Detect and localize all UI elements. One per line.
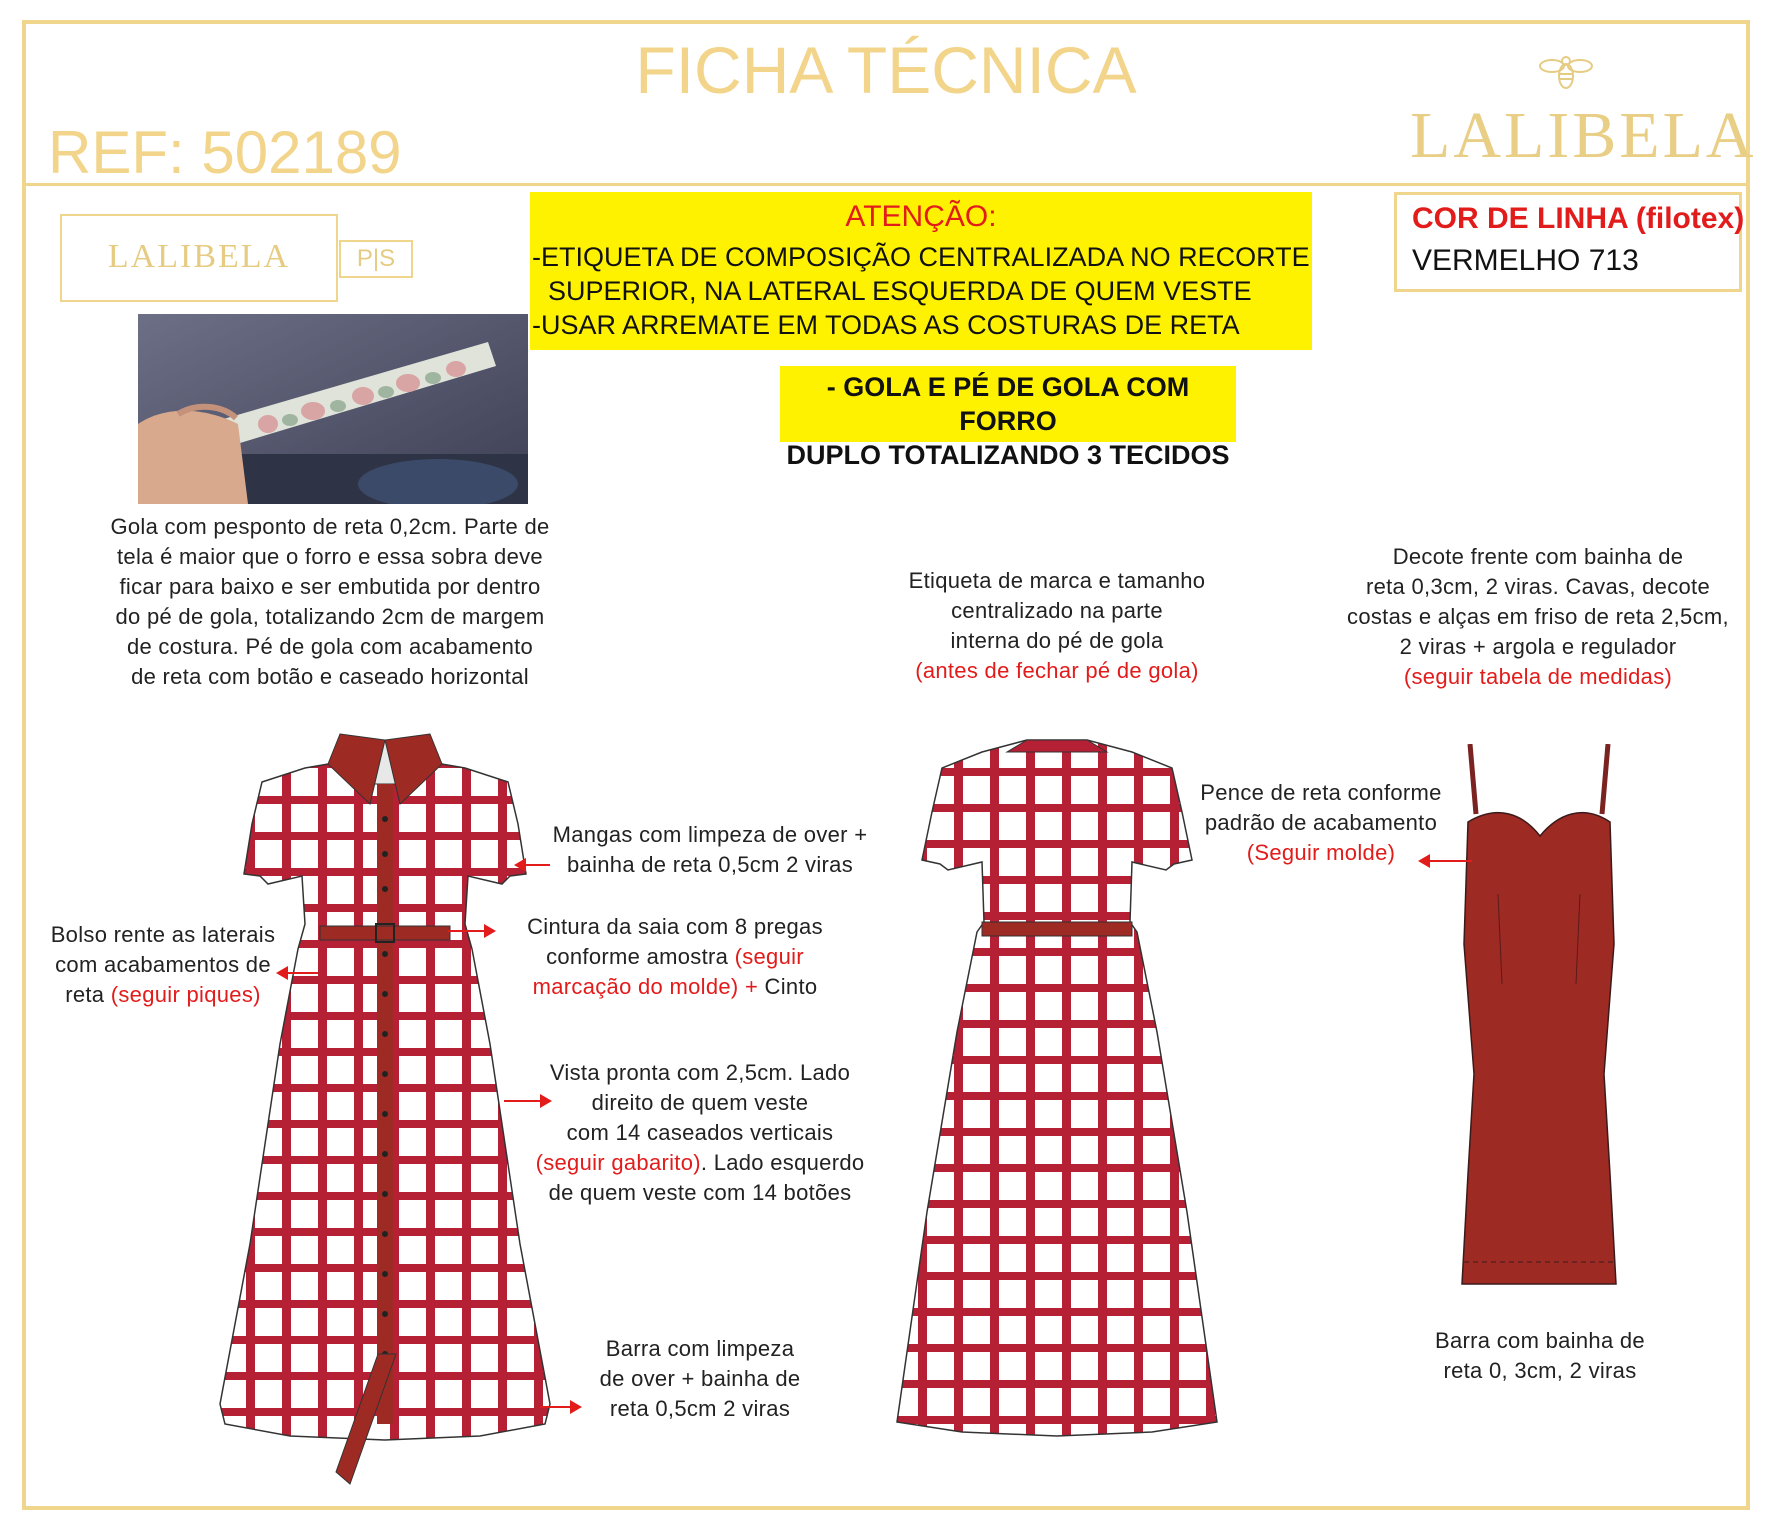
note-line-red: (antes de fechar pé de gola) xyxy=(915,658,1199,683)
note-line: Mangas com limpeza de over + xyxy=(552,822,868,847)
note-line: reta 0,3cm, 2 viras. Cavas, decote xyxy=(1365,574,1710,599)
collar-warning-line: - GOLA E PÉ DE GOLA COM FORRO xyxy=(826,372,1190,436)
note-segment: conforme amostra xyxy=(546,944,735,969)
note-line-red: (seguir tabela de medidas) xyxy=(1403,664,1673,689)
neckline-note xyxy=(1318,542,1758,692)
note-line: Barra com limpeza xyxy=(605,1336,795,1361)
waist-note xyxy=(500,912,850,1002)
brand-logo: LALIBELA xyxy=(1410,99,1757,172)
note-line: centralizado na parte xyxy=(951,598,1163,623)
note-line: bainha de reta 0,5cm 2 viras xyxy=(567,852,853,877)
note-segment-red: (seguir xyxy=(734,944,804,969)
attention-line: -USAR ARREMATE EM TODAS AS COSTURAS DE RETA xyxy=(532,310,1240,340)
placket-note xyxy=(510,1058,890,1208)
thread-color-title: COR DE LINHA (filotex) xyxy=(1412,202,1745,235)
note-segment: reta xyxy=(65,982,111,1007)
note-line: direito de quem veste xyxy=(591,1090,809,1115)
note-line: Vista pronta com 2,5cm. Lado xyxy=(549,1060,851,1085)
note-line: 2 viras + argola e regulador xyxy=(1399,634,1677,659)
note-line: ficar para baixo e ser embutida por dentro xyxy=(119,574,541,599)
dart-note xyxy=(1176,778,1466,868)
note-line: padrão de acabamento xyxy=(1204,810,1438,835)
reference-number: REF: 502189 xyxy=(48,119,402,186)
label-note xyxy=(862,566,1252,686)
note-line: Decote frente com bainha de xyxy=(1392,544,1684,569)
note-line: costas e alças em friso de reta 2,5cm, xyxy=(1347,604,1729,629)
note-line: Pence de reta conforme xyxy=(1200,780,1442,805)
attention-title: ATENÇÃO: xyxy=(845,200,997,233)
label-brand-text: LALIBELA xyxy=(107,238,291,275)
note-line xyxy=(500,972,850,1002)
note-segment-red: (seguir gabarito) xyxy=(535,1150,701,1175)
note-line: tela é maior que o forro e essa sobra deve xyxy=(117,544,543,569)
note-segment-red: marcação do molde) + xyxy=(532,974,765,999)
note-segment-red: (seguir piques) xyxy=(110,982,261,1007)
collar-warning-text xyxy=(780,370,1236,472)
note-line: de reta com botão e caseado horizontal xyxy=(131,664,529,689)
note-line: reta 0, 3cm, 2 viras xyxy=(1443,1358,1637,1383)
note-line: reta 0,5cm 2 viras xyxy=(609,1396,791,1421)
note-line: Cintura da saia com 8 pregas xyxy=(527,914,823,939)
sleeve-note xyxy=(520,820,900,880)
attention-line: SUPERIOR, NA LATERAL ESQUERDA DE QUEM VESTE xyxy=(548,276,1252,306)
note-line: Gola com pesponto de reta 0,2cm. Parte de xyxy=(110,514,550,539)
bee-logo-icon xyxy=(1536,50,1596,96)
note-segment: Cinto xyxy=(764,974,818,999)
hem-note xyxy=(570,1334,830,1424)
note-line: de over + bainha de xyxy=(599,1366,801,1391)
note-line: interna do pé de gola xyxy=(950,628,1164,653)
waist-arrow xyxy=(448,930,494,932)
pocket-note xyxy=(28,920,298,1010)
note-line xyxy=(28,980,298,1010)
note-line: Barra com bainha de xyxy=(1435,1328,1645,1353)
note-line: com 14 caseados verticais xyxy=(566,1120,834,1145)
collar-warning-line: DUPLO TOTALIZANDO 3 TECIDOS xyxy=(786,440,1230,470)
note-line: de costura. Pé de gola com acabamento xyxy=(126,634,534,659)
dress-front-illustration xyxy=(210,724,560,1494)
page-title: FICHA TÉCNICA xyxy=(635,33,1137,107)
size-tag: P|S xyxy=(339,240,413,278)
collar-detail-photo xyxy=(138,314,528,504)
note-line: de quem veste com 14 botões xyxy=(548,1180,852,1205)
note-line: com acabamentos de xyxy=(55,952,271,977)
attention-line: -ETIQUETA DE COMPOSIÇÃO CENTRALIZADA NO RECORTE xyxy=(532,242,1310,272)
note-line: Bolso rente as laterais xyxy=(50,922,276,947)
note-line xyxy=(510,1148,890,1178)
note-line xyxy=(500,942,850,972)
note-line-red: (Seguir molde) xyxy=(1246,840,1396,865)
collar-note xyxy=(110,512,550,692)
note-line: Etiqueta de marca e tamanho xyxy=(908,568,1206,593)
thread-color-value: VERMELHO 713 xyxy=(1412,244,1639,277)
lining-hem-note xyxy=(1400,1326,1680,1386)
note-line: do pé de gola, totalizando 2cm de margem xyxy=(115,604,545,629)
note-segment: . Lado esquerdo xyxy=(700,1150,865,1175)
